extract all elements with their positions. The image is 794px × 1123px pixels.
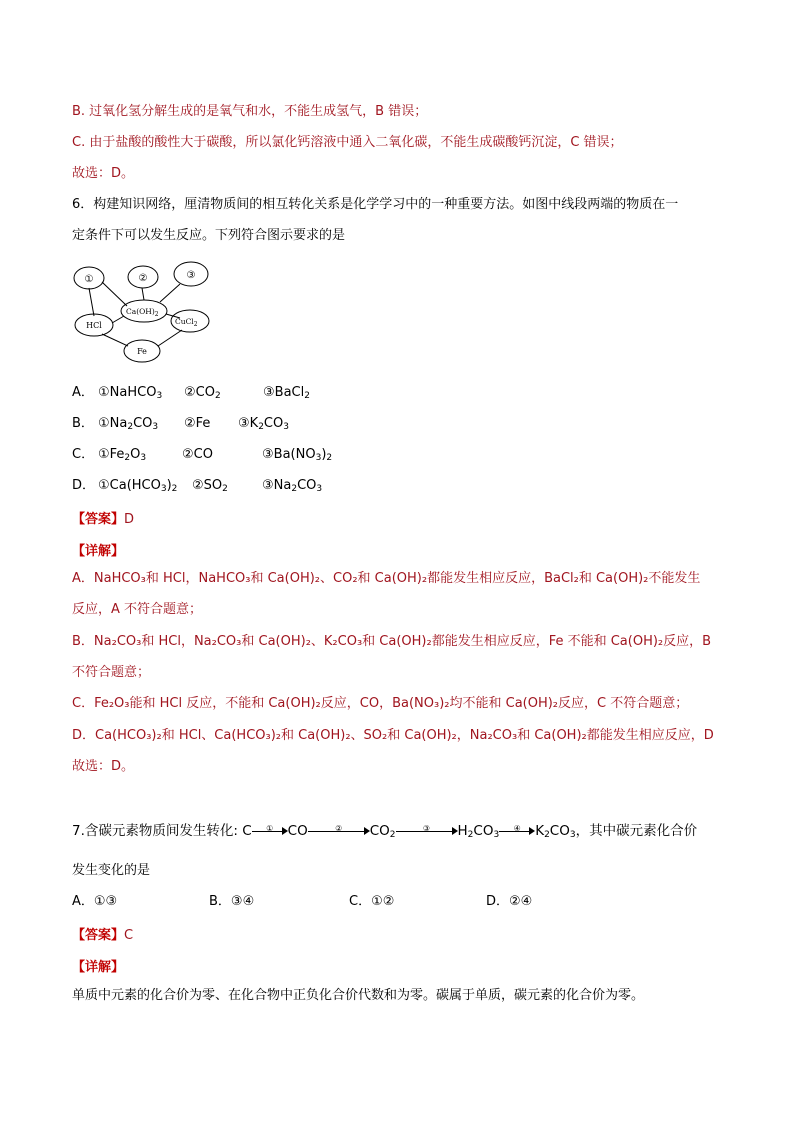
answer-value: D [124,512,135,527]
q6-detail-d-1: D．Ca(HCO₃)₂和 HCl、Ca(HCO₃)₂和 Ca(OH)₂、SO₂和 Ca(OH)₂，Na₂CO₃和 Ca(OH)₂都能发生相应反应，D [72,728,714,743]
answer-label: 【答案】 [72,928,125,943]
link-1-caoh2 [102,282,127,306]
prev-detail-b: B. 过氧化氢分解生成的是氧气和水，不能生成氢气，B 错误； [72,104,428,119]
q7-option-b: B．③④ [209,894,255,909]
node-caoh2-label: $Ca(OH)_2$ [126,307,159,318]
answer-label: 【答案】 [72,512,125,527]
node-3-label: ③ [186,270,196,281]
q6-detail-b-1: B．Na₂CO₃和 HCl，Na₂CO₃和 Ca(OH)₂、K₂CO₃和 Ca(OH)₂都能发生相应反应，Fe 不能和 Ca(OH)₂反应，B [72,634,712,649]
q6-stem-line-1: 6．构建知识网络，厘清物质间的相互转化关系是化学学习中的一种重要方法。如图中线段两端的物质在一 [72,197,679,212]
q7-option-d: D．②④ [486,894,533,909]
arrow-1: ① [252,823,288,837]
option-letter: B． [72,416,94,431]
link-hcl-fe [102,334,128,346]
option-1: ①NaHCO$_3$ [98,385,163,401]
node-fe-label: Fe [137,347,147,356]
link-3-caoh2 [160,284,180,302]
option-1: $①Na_2CO_3$ [98,416,159,432]
node-hcl-label: HCl [86,321,102,330]
q6-reaction-diagram [72,258,222,368]
arrow-4: ④ [499,823,535,837]
q7-detail-line-1: 单质中元素的化合价为零、在化合物中正负化合价代数和为零。碳属于单质，碳元素的化合价为零。 [72,988,645,1003]
option-letter: C． [72,447,95,462]
option-2: $②CO_2$ [184,385,221,401]
option-3: $③Ba(NO_3)_2$ [262,447,333,463]
option-1: $①Fe_2O_3$ [98,447,147,463]
q7-option-a: A．①③ [72,894,118,909]
option-3: $③Na_2CO_3$ [262,478,323,494]
q7-detail-label: 【详解】 [72,960,125,975]
q6-choose: 故选：D。 [72,759,135,774]
q6-detail-b-2: 不符合题意； [72,665,151,680]
link-hcl-caoh2 [112,316,124,323]
q7-stem-line-1: 7.含碳元素物质间发生转化: C ① CO ② $CO_2$ ③ $H_2CO_3$ ④ $K_2CO_3$，其中碳元素化合价 [72,823,698,840]
option-letter: D． [72,478,96,493]
prev-detail-c: C. 由于盐酸的酸性大于碳酸，所以氯化钙溶液中通入二氧化碳，不能生成碳酸钙沉淀，C 错误； [72,135,623,150]
node-1-label: ① [84,274,94,285]
arrow-3: ③ [396,823,458,837]
q6-detail-a-2: 反应，A 不符合题意； [72,602,203,617]
option-2: $②SO_2$ [192,478,228,494]
option-1: $①Ca(HCO_3)_2$ [98,478,178,494]
q6-detail-a-1: A．NaHCO₃和 HCl，NaHCO₃和 Ca(OH)₂、CO₂和 Ca(OH)₂都能发生相应反应，BaCl₂和 Ca(OH)₂不能发生 [72,571,701,586]
option-3: $③K_2CO_3$ [238,416,289,432]
q6-stem-line-2: 定条件下可以发生反应。下列符合图示要求的是 [72,228,346,243]
link-2-caoh2 [142,288,144,300]
option-2: ②Fe [184,416,211,431]
option-2: ②CO [182,447,213,462]
link-fe-cucl2 [158,330,182,346]
answer-value: C [124,928,134,943]
q7-option-c: C．①② [349,894,395,909]
arrow-2: ② [308,823,370,837]
node-2-label: ② [138,273,148,284]
option-letter: A． [72,385,94,400]
prev-choose: 故选：D。 [72,166,135,181]
node-cucl2-label: CuCl$_2$ [175,317,198,328]
q7-answer [72,924,133,943]
q6-detail-label: 【详解】 [72,544,125,559]
link-1-hcl [89,288,94,316]
option-3: ③BaCl$_2$ [263,385,310,401]
q7-stem-line-2: 发生变化的是 [72,863,151,878]
q6-detail-c-1: C．Fe₂O₃能和 HCl 反应，不能和 Ca(OH)₂反应，CO，Ba(NO₃)₂均不能和 Ca(OH)₂反应，C 不符合题意； [72,696,689,711]
q6-answer [72,508,134,527]
